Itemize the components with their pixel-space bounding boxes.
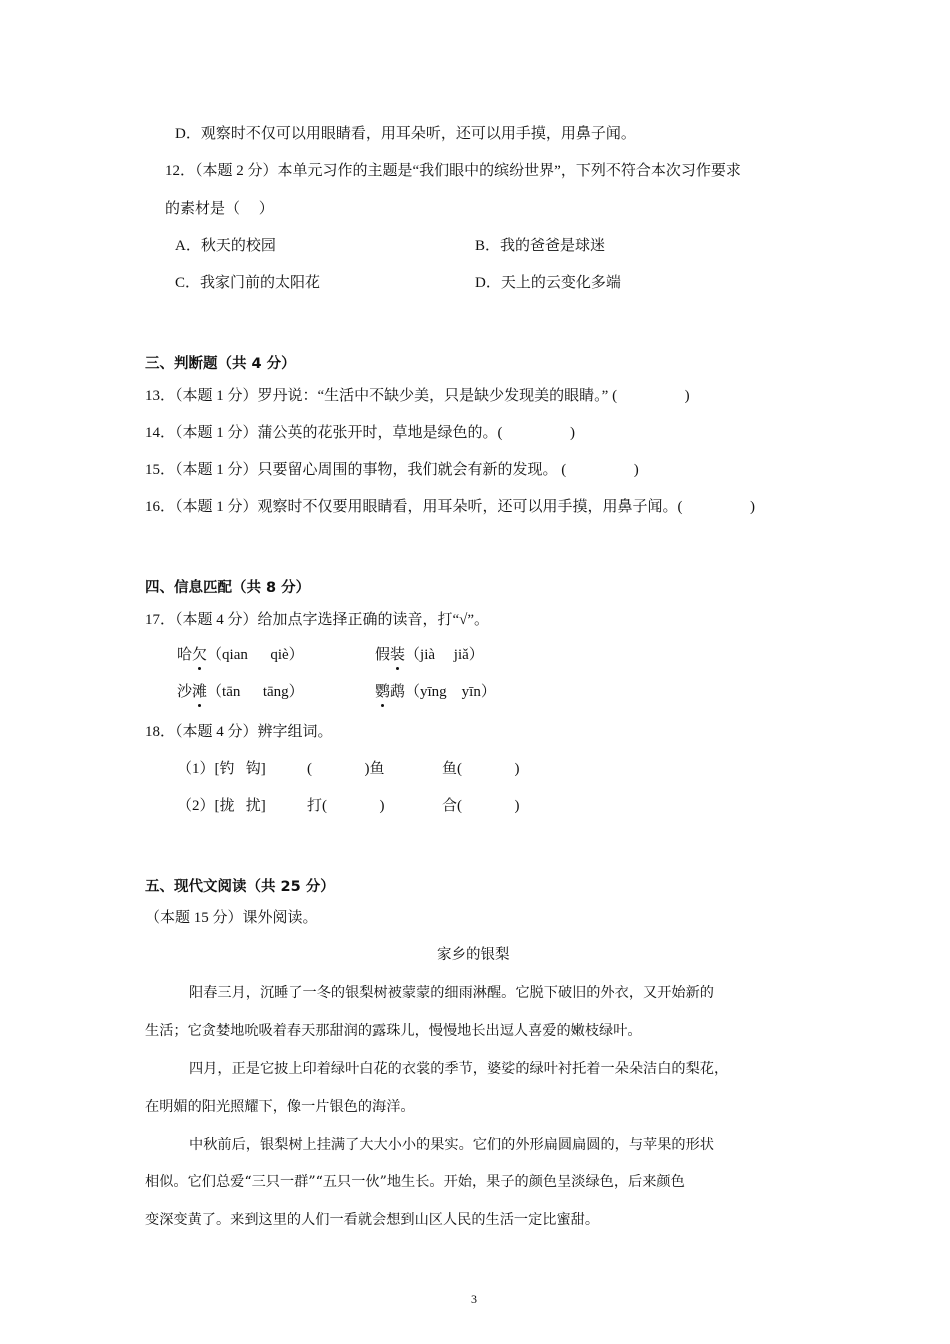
passage-line: 中秋前后，银梨树上挂满了大大小小的果实。它们的外形扁圆扁圆的，与苹果的形状 — [189, 1137, 714, 1153]
q12-option-a: A．秋天的校园 — [175, 238, 276, 254]
q17-word-2: 假装（jià jiǎ） — [375, 647, 484, 663]
passage-line: 在明媚的阳光照耀下，像一片银色的海洋。 — [145, 1099, 415, 1115]
q15-item: 15．（本题 1 分）只要留心周围的事物，我们就会有新的发现。 ( ) — [145, 462, 639, 478]
q18-row1-blank-a: ( )鱼 — [307, 761, 385, 777]
section3-heading: 三、判断题（共 4 分） — [145, 356, 296, 372]
q12-option-b: B．我的爸爸是球迷 — [475, 238, 606, 254]
q14-item: 14．（本题 1 分）蒲公英的花张开时，草地是绿色的。( ) — [145, 425, 575, 441]
section5-intro: （本题 15 分）课外阅读。 — [145, 910, 318, 926]
q18-row2-blank-a: 打( ) — [307, 798, 385, 814]
page-number: 3 — [471, 1292, 477, 1306]
q16-item: 16．（本题 1 分）观察时不仅要用眼睛看，用耳朵听，还可以用手摸，用鼻子闻。( ) — [145, 499, 755, 515]
q18-row2-blank-b: 合( ) — [442, 798, 520, 814]
q17-word-1: 哈欠（qian qiè） — [177, 647, 304, 663]
q12-stem-line2: 的素材是（ ） — [165, 201, 274, 217]
q12-option-d: D．天上的云变化多端 — [475, 275, 621, 291]
q13-item: 13．（本题 1 分）罗丹说：“生活中不缺少美，只是缺少发现美的眼睛。” ( ) — [145, 388, 690, 404]
section4-heading: 四、信息匹配（共 8 分） — [145, 580, 311, 596]
q18-stem: 18．（本题 4 分）辨字组词。 — [145, 724, 333, 740]
passage-line: 相似。它们总爱“三只一群”“五只一伙”地生长。开始，果子的颜色呈淡绿色，后来颜色 — [145, 1174, 685, 1190]
q18-row1-blank-b: 鱼( ) — [442, 761, 520, 777]
section5-heading: 五、现代文阅读（共 25 分） — [145, 879, 335, 895]
q12-stem-line1: 12．（本题 2 分）本单元习作的主题是“我们眼中的缤纷世界”，下列不符合本次习作要求 — [165, 163, 741, 179]
passage-line: 生活；它贪婪地吮吸着春天那甜润的露珠儿，慢慢地长出逗人喜爱的嫩枝绿叶。 — [145, 1023, 642, 1039]
q12-option-c: C．我家门前的太阳花 — [175, 275, 321, 291]
passage-line: 四月，正是它披上印着绿叶白花的衣裳的季节，婆娑的绿叶衬托着一朵朵洁白的梨花， — [189, 1061, 729, 1077]
passage-line: 变深变黄了。来到这里的人们一看就会想到山区人民的生活一定比蜜甜。 — [145, 1212, 600, 1228]
q17-word-4: 鹦鹉（yīng yīn） — [375, 684, 496, 700]
passage-line: 阳春三月，沉睡了一冬的银梨树被蒙蒙的细雨淋醒。它脱下破旧的外衣，又开始新的 — [189, 985, 714, 1001]
q18-row2-label: （2）[拢 扰] — [177, 798, 266, 814]
q17-word-3: 沙滩（tān tāng） — [177, 684, 304, 700]
q11-option-d: D．观察时不仅可以用眼睛看，用耳朵听，还可以用手摸，用鼻子闻。 — [175, 126, 636, 142]
passage-title: 家乡的银梨 — [437, 947, 510, 963]
q17-stem: 17．（本题 4 分）给加点字选择正确的读音，打“√”。 — [145, 612, 490, 628]
q18-row1-label: （1）[钓 钩] — [177, 761, 266, 777]
